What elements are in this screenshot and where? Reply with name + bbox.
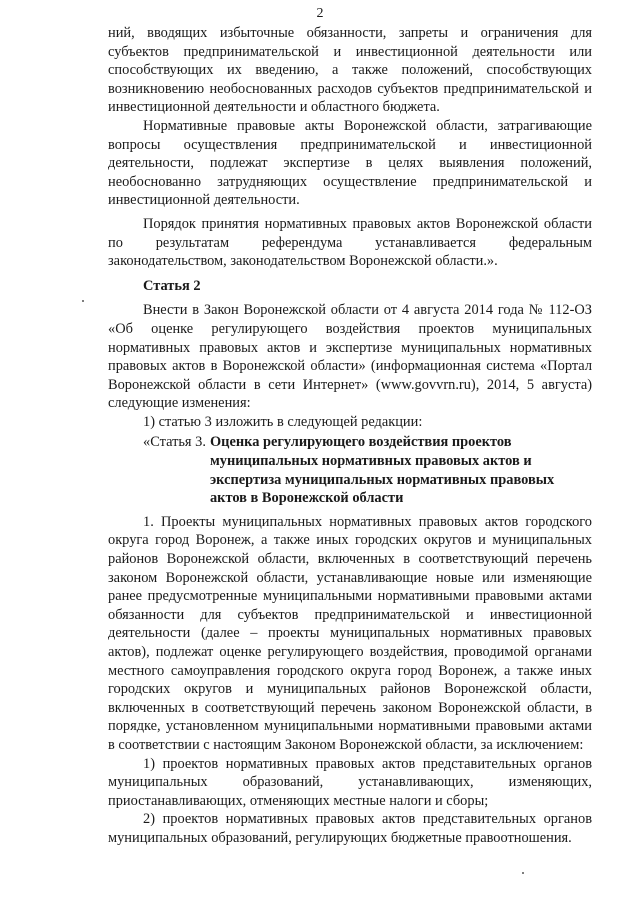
subitem-1: 1) проектов нормативных правовых актов представительных органов муниципальных образований, устанавливающих, изменяющих, приостанавливающих, отменяющих местные налоги и сборы; bbox=[108, 755, 592, 809]
document-body bbox=[108, 24, 592, 848]
subitem-2: 2) проектов нормативных правовых актов представительных органов муниципальных образований, регулирующих бюджетные правоотношения. bbox=[108, 811, 592, 846]
paragraph-referendum: Порядок принятия нормативных правовых актов Воронежской области по результатам референдума устанавливается федеральным законодательством, законодательством Воронежской области.». bbox=[108, 215, 592, 270]
paragraph-expertise: Нормативные правовые акты Воронежской области, затрагивающие вопросы осуществления предпринимательской и инвестиционной деятельности, подлежат экспертизе в целях выявления положений, необоснованно затрудняющих осуществление предпринимательской и инвестиционной деятельности. bbox=[108, 117, 592, 209]
new-article-title: Оценка регулирующего воздействия проектов муниципальных нормативных правовых актов и экспертиза муниципальных нормативных правовых актов в Воронежской области bbox=[209, 434, 555, 507]
scan-speck bbox=[522, 872, 524, 874]
paragraph-continuation: ний, вводящих избыточные обязанности, запреты и ограничения для субъектов предпринимательской и инвестиционной деятельности или способствующих их введению, а также положений, способствующих возникновению необоснованных расходов субъектов предпринимательской и инвестиционной деятельности и областного бюджета. bbox=[108, 25, 592, 116]
new-article-heading bbox=[108, 433, 592, 507]
page-number: 2 bbox=[316, 6, 324, 21]
new-article-prefix: «Статья 3. bbox=[143, 434, 206, 451]
article-heading: Статья 2 bbox=[143, 277, 201, 294]
scan-speck bbox=[82, 300, 84, 302]
article-item-1: 1) статью 3 изложить в следующей редакции: bbox=[143, 413, 423, 430]
paragraph-1: 1. Проекты муниципальных нормативных правовых актов городского округа город Воронеж, а также иных городских округов и муниципальных районов Воронежской области, включенных в соответствующий перечень законом Воронежской области, устанавливающие новые или изменяющие ранее предусмотренные муниципальными нормативными правовыми актами обязанности для субъектов предпринимательской и инвестиционной деятельности (далее – проекты муниципальных нормативных правовых актов), подлежат оценке регулирующего воздействия, проводимой органами местного самоуправления городского округа город Воронеж, а также иных городских округов и муниципальных районов Воронежской области, включенных в соответствующий перечень законом Воронежской области, в порядке, установленном муниципальными нормативными правовыми актами в соответствии с настоящим Законом Воронежской области, за исключением: bbox=[108, 513, 592, 753]
article-body: Внести в Закон Воронежской области от 4 августа 2014 года № 112-ОЗ «Об оценке регулирующего воздействия проектов муниципальных нормативных правовых актов и экспертизе муниципальных нормативных правовых актов в Воронежской области» (информационная система «Портал Воронежской области в сети Интернет» (www.govvrn.ru), 2014, 5 августа) следующие изменения: bbox=[108, 302, 592, 412]
